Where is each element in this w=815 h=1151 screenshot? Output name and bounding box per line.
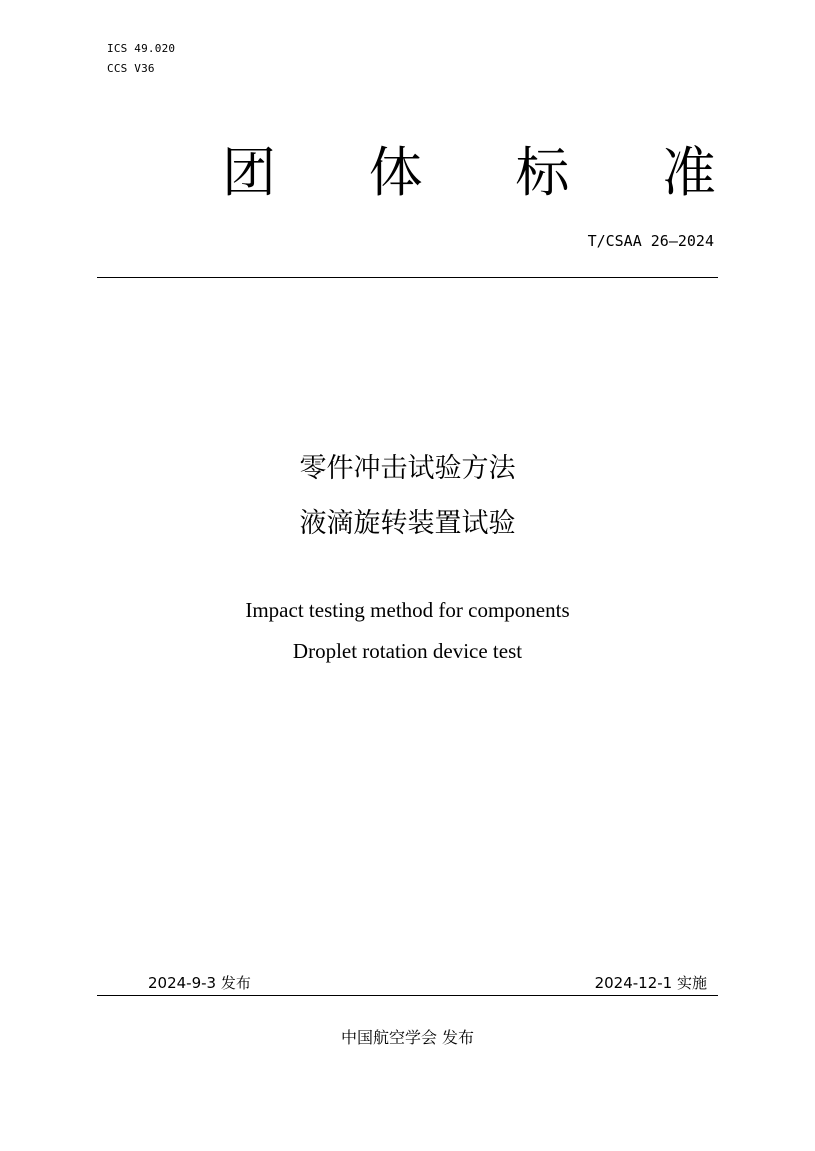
doc-type-char-3: 标 xyxy=(515,141,570,204)
bottom-divider xyxy=(97,995,718,996)
standard-number: T/CSAA 26—2024 xyxy=(587,232,714,250)
top-divider xyxy=(97,277,718,278)
title-english-line-1: Impact testing method for components xyxy=(245,598,570,622)
doc-type-char-2: 体 xyxy=(368,141,423,204)
publisher: 中国航空学会 发布 xyxy=(340,1028,475,1047)
ccs-code: CCS V36 xyxy=(107,62,155,75)
title-chinese-line-1: 零件冲击试验方法 xyxy=(299,453,516,484)
document-type-heading xyxy=(222,138,716,208)
doc-type-char-1: 团 xyxy=(222,141,276,204)
title-english-line-2: Droplet rotation device test xyxy=(292,639,523,663)
doc-type-char-4: 准 xyxy=(661,141,716,204)
ics-code: ICS 49.020 xyxy=(107,42,176,55)
implementation-date: 2024-12-1 实施 xyxy=(594,974,707,992)
title-chinese-line-2: 液滴旋转装置试验 xyxy=(299,508,516,539)
publish-date: 2024-9-3 发布 xyxy=(148,974,251,992)
